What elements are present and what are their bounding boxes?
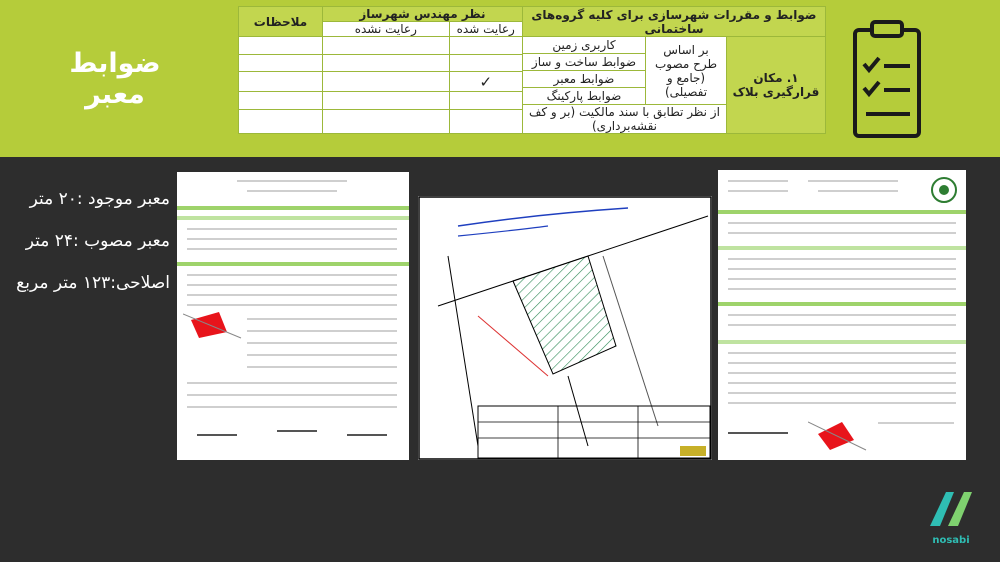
notes-cell-2 [239, 54, 323, 72]
document-thumbnail-1 [177, 172, 409, 460]
header-notes: ملاحظات [239, 7, 323, 37]
checkmark-icon: ✓ [449, 72, 522, 92]
notes-cell-4 [239, 92, 323, 110]
header-complied: رعایت شده [449, 22, 522, 37]
stat-correction-area: اصلاحی:۱۲۳ متر مربع [16, 273, 170, 293]
document-thumbnail-3 [718, 170, 966, 460]
notes-cell-1 [239, 37, 323, 55]
complied-cell-1 [449, 37, 522, 55]
survey-map-icon [418, 196, 712, 460]
page-title: ضوابط معبر [69, 48, 161, 110]
not-complied-cell-5 [323, 109, 450, 133]
group-label: بر اساس طرح مصوب (جامع و تفصیلی) [646, 37, 727, 105]
plot-icon [183, 304, 243, 344]
row-label: ۱. مکان قرارگیری بلاک [727, 37, 826, 133]
clipboard-check-icon [852, 16, 922, 140]
criteria-block [522, 37, 825, 134]
plot-icon [808, 414, 868, 454]
brand-logo-icon: nosabi [920, 486, 982, 546]
header-band [0, 0, 1000, 157]
header-not-complied: رعایت نشده [323, 22, 450, 37]
stat-approved-passage: معبر مصوب :۲۴ متر [25, 231, 170, 251]
complied-cell-4 [449, 92, 522, 110]
not-complied-cell-3 [323, 72, 450, 92]
item-land-use: کاربری زمین [523, 37, 646, 54]
complied-cell-5 [449, 109, 522, 133]
document-thumbnail-2 [418, 196, 712, 460]
item-parking: ضوابط پارکینگ [523, 88, 646, 105]
complied-cell-2 [449, 54, 522, 72]
header-engineer: نظر مهندس شهرساز [323, 7, 523, 22]
item-deed: از نظر تطابق با سند مالکیت (بر و کف نقشه‌برداری) [523, 105, 727, 134]
notes-cell-5 [239, 109, 323, 133]
not-complied-cell-2 [323, 54, 450, 72]
notes-cell-3 [239, 72, 323, 92]
municipality-seal-icon [930, 176, 958, 204]
stats-panel [10, 178, 170, 304]
header-main: ضوابط و مقررات شهرسازی برای کلیه گروه‌های ساختمانی [522, 7, 825, 37]
rules-table [238, 6, 826, 134]
not-complied-cell-4 [323, 92, 450, 110]
not-complied-cell-1 [323, 37, 450, 55]
item-construction: ضوابط ساخت و ساز [523, 54, 646, 71]
item-passage: ضوابط معبر [523, 71, 646, 88]
stat-existing-passage: معبر موجود :۲۰ متر [29, 189, 170, 209]
